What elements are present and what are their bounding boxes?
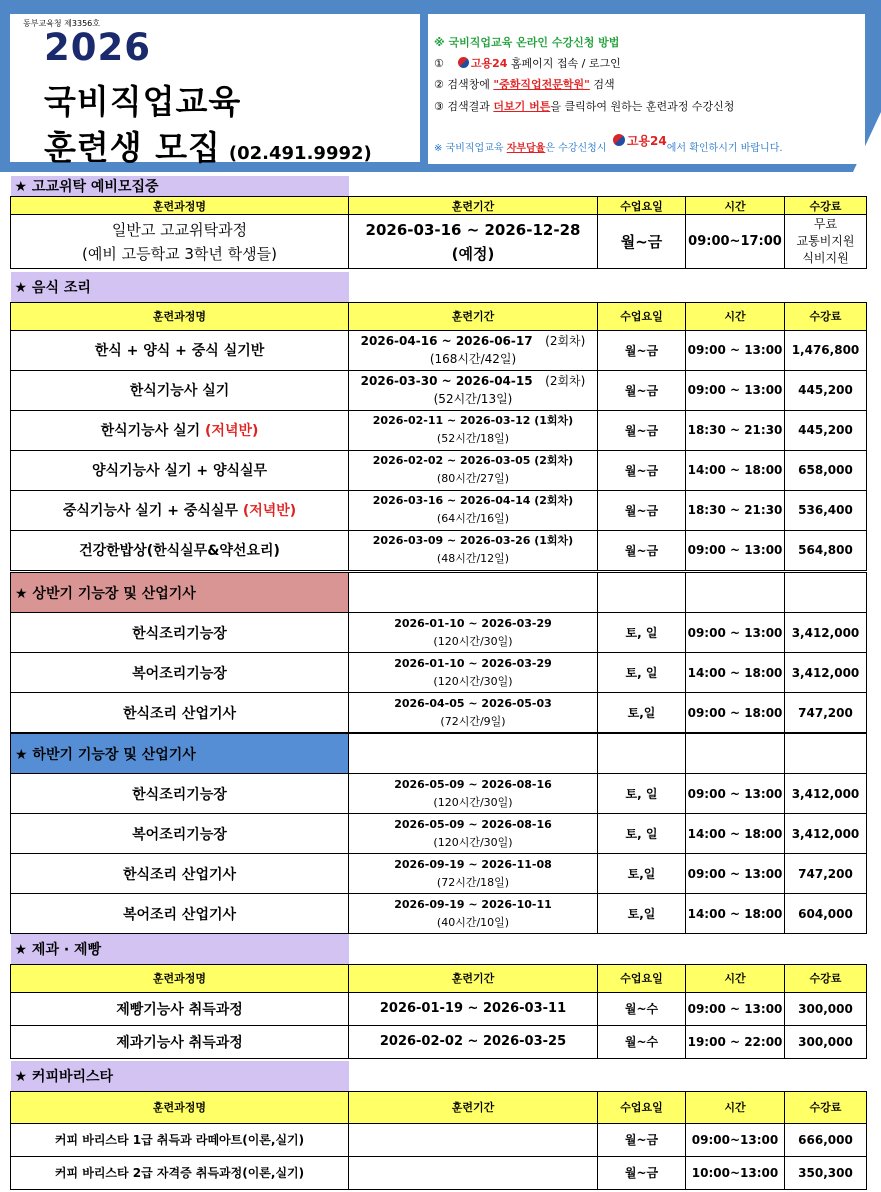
col-header-period: 훈련기간: [349, 964, 598, 992]
course-fee: 666,000: [785, 1123, 867, 1156]
course-name: 복어조리기능장: [11, 814, 349, 854]
section-spacer: [349, 176, 867, 197]
sub-title: [44, 122, 372, 169]
course-days: 월~수: [598, 992, 686, 1025]
period-round: (1회차): [534, 414, 574, 427]
info-step1: [434, 55, 621, 71]
table-row: [11, 693, 867, 733]
course-period: 2026-01-19 ~ 2026-03-11: [349, 992, 598, 1025]
fee-line2: 교통비지원: [796, 234, 855, 248]
col-header-period: 훈련기간: [349, 1091, 598, 1123]
col-header-name: 훈련과정명: [11, 1091, 349, 1123]
period-line1: [349, 412, 597, 430]
period-round: (2회차): [534, 454, 574, 467]
note-pre: ※ 국비직업교육: [434, 143, 507, 154]
course-days: 월~금: [598, 410, 686, 450]
course-fee: 300,000: [785, 1025, 867, 1058]
course-period: [349, 814, 598, 854]
period-dates: 2026-03-16 ~ 2026-12-28: [365, 220, 581, 239]
course-name: [11, 370, 349, 410]
section-spacer: [349, 1061, 867, 1091]
info-step3: [434, 98, 734, 114]
section-title: ★ 제과 · 제빵: [11, 934, 349, 964]
table-row: [11, 992, 867, 1025]
course-name: [11, 530, 349, 570]
course-name: 한식조리 산업기사: [11, 854, 349, 894]
fee-line1: 무료: [813, 217, 838, 231]
course-time: 14:00 ~ 18:00: [686, 653, 785, 693]
period-line1: [349, 492, 597, 510]
period-line1: [349, 532, 597, 550]
year-title: 2026: [44, 26, 151, 69]
course-time: 14:00 ~ 18:00: [686, 814, 785, 854]
period-hours: (120시간/30일): [433, 674, 513, 688]
table-row: [11, 1156, 867, 1189]
course-fee: 300,000: [785, 992, 867, 1025]
step1-num: ①: [434, 57, 444, 70]
table-row: [11, 854, 867, 894]
course-days: 토, 일: [598, 613, 686, 653]
period-line1: [349, 372, 597, 390]
course-period: [349, 613, 598, 653]
note-keyword: 자부담율: [506, 143, 546, 154]
step2-pre: ② 검색창에: [434, 78, 494, 91]
table-row: [11, 530, 867, 570]
course-time: 09:00~13:00: [686, 1123, 785, 1156]
col-header-days: 수업요일: [598, 1091, 686, 1123]
table-row: [11, 613, 867, 653]
period-dates: 2026-09-19 ~ 2026-11-08: [394, 857, 552, 871]
course-fee: 445,200: [785, 370, 867, 410]
period-hours: (120시간/30일): [433, 634, 513, 648]
empty-cell: [686, 734, 785, 774]
course-fee: 536,400: [785, 490, 867, 530]
table-row: [11, 410, 867, 450]
course-days: 월~금: [598, 1156, 686, 1189]
step1-text: 홈페이지 접속 / 로그인: [507, 57, 621, 70]
period-dates: 2026-03-30 ~ 2026-04-15: [360, 374, 533, 388]
table-row: [11, 1025, 867, 1058]
period-hours: (72시간/9일): [440, 714, 506, 728]
course-fee: 350,300: [785, 1156, 867, 1189]
course-period: [349, 1156, 598, 1189]
course-name: [11, 450, 349, 490]
col-header-name: 훈련과정명: [11, 964, 349, 992]
course-days: 토, 일: [598, 653, 686, 693]
course-name-line1: 일반고 고교위탁과정: [111, 220, 248, 239]
section-second-half-table: [10, 733, 867, 934]
course-fee: 564,800: [785, 530, 867, 570]
course-name: [11, 410, 349, 450]
period-round: (2회차): [545, 334, 586, 348]
col-header-name: 훈련과정명: [11, 302, 349, 330]
section-high-school-table: [10, 176, 867, 269]
col-header-time: 시간: [686, 197, 785, 215]
course-fee: 658,000: [785, 450, 867, 490]
phone-number: (02.491.9992): [228, 143, 372, 164]
course-name: 커피 바리스타 2급 자격증 취득과정(이론,실기): [11, 1156, 349, 1189]
course-time: 09:00 ~ 13:00: [686, 330, 785, 370]
table-row: [11, 215, 867, 269]
course-time: 09:00 ~ 13:00: [686, 774, 785, 814]
course-period: [349, 330, 598, 370]
empty-cell: [686, 573, 785, 613]
section-title: ★ 음식 조리: [11, 272, 349, 302]
course-time: 09:00 ~ 13:00: [686, 370, 785, 410]
course-fee: 3,412,000: [785, 814, 867, 854]
table-row: [11, 330, 867, 370]
table-row: [11, 490, 867, 530]
period-dates: 2026-04-16 ~ 2026-06-17: [360, 334, 533, 348]
course-name-text: 양식기능사 실기 + 양식실무: [91, 463, 268, 479]
note-brand-wrap: [613, 134, 667, 148]
course-name-text: 중식기능사 실기 + 중식실무: [62, 503, 243, 519]
course-time: 09:00 ~ 13:00: [686, 854, 785, 894]
course-period: [349, 1123, 598, 1156]
period-hours: (80시간/27일): [436, 472, 510, 485]
course-days: 월~금: [598, 370, 686, 410]
col-header-name: 훈련과정명: [11, 197, 349, 215]
course-time: 14:00 ~ 18:00: [686, 894, 785, 934]
course-fee: 747,200: [785, 693, 867, 733]
course-fee: [785, 215, 867, 269]
course-name-text: 한식 + 양식 + 중식 실기반: [94, 343, 265, 359]
notice-number: 동부교육청 제3356호: [23, 19, 100, 28]
period-hours: (48시간/12일): [436, 552, 510, 565]
course-period: [349, 530, 598, 570]
course-fee: 3,412,000: [785, 774, 867, 814]
course-name: 한식조리기능장: [11, 613, 349, 653]
goyong24-logo-icon: [613, 134, 625, 146]
section-title: ★ 하반기 기능장 및 산업기사: [11, 734, 349, 774]
course-name: [11, 330, 349, 370]
course-days: 월~금: [598, 450, 686, 490]
period-round: (2회차): [545, 374, 586, 388]
course-name: 복어조리기능장: [11, 653, 349, 693]
step3-post: 을 클릭하여 원하는 훈련과정 수강신청: [550, 100, 735, 113]
period-line1: [349, 452, 597, 470]
period-hours: (64시간/16일): [436, 512, 510, 525]
course-days: 월~금: [598, 330, 686, 370]
course-name: [11, 215, 349, 269]
period-hours: (52시간/13일): [433, 392, 513, 406]
period-round: (1회차): [534, 534, 574, 547]
course-name-text: 한식기능사 실기: [129, 383, 230, 399]
period-hours: (120시간/30일): [433, 835, 513, 849]
course-period: [349, 450, 598, 490]
col-header-time: 시간: [686, 302, 785, 330]
section-title: ★ 커피바리스타: [11, 1061, 349, 1091]
course-name: 커피 바리스타 1급 취득과 라떼아트(이론,실기): [11, 1123, 349, 1156]
course-period: [349, 215, 598, 269]
table-row: [11, 370, 867, 410]
section-spacer: [349, 272, 867, 302]
course-period: 2026-02-02 ~ 2026-03-25: [349, 1025, 598, 1058]
step3-pre: ③ 검색결과: [434, 100, 494, 113]
course-fee: 604,000: [785, 894, 867, 934]
course-time: 10:00~13:00: [686, 1156, 785, 1189]
section-title: ★ 상반기 기능장 및 산업기사: [11, 573, 349, 613]
sub-title-text: 훈련생 모집: [44, 128, 221, 167]
info-heading: ※ 국비직업교육 온라인 수강신청 방법: [434, 36, 620, 49]
col-header-period: 훈련기간: [349, 197, 598, 215]
col-header-fee: 수강료: [785, 964, 867, 992]
course-period: [349, 894, 598, 934]
course-days: 월~금: [598, 215, 686, 269]
fee-line3: 식비지원: [802, 251, 849, 265]
course-time: 14:00 ~ 18:00: [686, 450, 785, 490]
col-header-fee: 수강료: [785, 302, 867, 330]
period-dates: 2026-09-19 ~ 2026-10-11: [394, 897, 552, 911]
period-dates: 2026-03-09 ~ 2026-03-26: [372, 534, 531, 547]
course-name-text: 한식기능사 실기: [100, 423, 206, 439]
table-row: [11, 774, 867, 814]
empty-cell: [785, 734, 867, 774]
title-box: [10, 14, 420, 167]
goyong24-brand: 고용24: [470, 57, 508, 70]
course-time: 09:00 ~ 13:00: [686, 992, 785, 1025]
period-dates: 2026-04-05 ~ 2026-05-03: [394, 696, 552, 710]
step3-keyword: 더보기 버튼: [493, 100, 551, 113]
course-fee: 747,200: [785, 854, 867, 894]
empty-cell: [349, 734, 598, 774]
col-header-fee: 수강료: [785, 1091, 867, 1123]
col-header-time: 시간: [686, 964, 785, 992]
period-hours: (52시간/18일): [436, 432, 510, 445]
course-name: 제과기능사 취득과정: [11, 1025, 349, 1058]
course-days: 월~수: [598, 1025, 686, 1058]
course-period: [349, 410, 598, 450]
course-name: 복어조리 산업기사: [11, 894, 349, 934]
col-header-days: 수업요일: [598, 302, 686, 330]
empty-cell: [785, 573, 867, 613]
empty-cell: [598, 734, 686, 774]
course-name-text: 건강한밥상(한식실무&약선요리): [79, 543, 280, 559]
period-note: (예정): [451, 244, 495, 263]
course-period: [349, 653, 598, 693]
col-header-days: 수업요일: [598, 197, 686, 215]
course-period: [349, 854, 598, 894]
course-time: 18:30 ~ 21:30: [686, 490, 785, 530]
course-days: 토, 일: [598, 774, 686, 814]
section-bakery-table: [10, 934, 867, 1059]
period-round: (2회차): [534, 494, 574, 507]
course-name: [11, 490, 349, 530]
note-mid: 은 수강신청시: [545, 143, 607, 154]
course-time: 09:00~17:00: [686, 215, 785, 269]
col-header-time: 시간: [686, 1091, 785, 1123]
course-time: 09:00 ~ 18:00: [686, 693, 785, 733]
period-hours: (120시간/30일): [433, 795, 513, 809]
period-dates: 2026-01-10 ~ 2026-03-29: [394, 656, 552, 670]
course-name: 한식조리기능장: [11, 774, 349, 814]
period-dates: 2026-05-09 ~ 2026-08-16: [394, 777, 552, 791]
step2-keyword: "중화직업전문학원": [493, 78, 590, 91]
period-hours: (40시간/10일): [436, 915, 510, 929]
course-period: [349, 774, 598, 814]
course-fee: 1,476,800: [785, 330, 867, 370]
course-days: 토,일: [598, 854, 686, 894]
header-banner: [0, 0, 881, 172]
info-note: [434, 134, 783, 155]
note-post: 에서 확인하시기 바랍니다.: [666, 143, 783, 154]
course-time: 18:30 ~ 21:30: [686, 410, 785, 450]
col-header-period: 훈련기간: [349, 302, 598, 330]
course-name: 한식조리 산업기사: [11, 693, 349, 733]
period-dates: 2026-02-11 ~ 2026-03-12: [372, 414, 531, 427]
goyong24-logo-icon: [458, 57, 469, 68]
col-header-days: 수업요일: [598, 964, 686, 992]
info-box: [428, 14, 865, 164]
note-brand: 고용24: [626, 134, 667, 148]
course-name: 제빵기능사 취득과정: [11, 992, 349, 1025]
course-days: 토,일: [598, 894, 686, 934]
course-days: 토, 일: [598, 814, 686, 854]
course-time: 19:00 ~ 22:00: [686, 1025, 785, 1058]
course-name-highlight: (저녁반): [205, 423, 259, 439]
course-period: [349, 370, 598, 410]
table-row: [11, 814, 867, 854]
period-dates: 2026-03-16 ~ 2026-04-14: [372, 494, 531, 507]
main-title: 국비직업교육: [44, 82, 242, 121]
course-period: [349, 490, 598, 530]
table-row: [11, 653, 867, 693]
section-barista-table: [10, 1061, 867, 1190]
course-days: 월~금: [598, 1123, 686, 1156]
empty-cell: [598, 573, 686, 613]
course-time: 09:00 ~ 13:00: [686, 613, 785, 653]
table-row: [11, 450, 867, 490]
course-days: 월~금: [598, 530, 686, 570]
period-line1: [349, 332, 597, 350]
section-first-half-table: [10, 572, 867, 733]
period-hours: (72시간/18일): [436, 875, 510, 889]
empty-cell: [349, 573, 598, 613]
course-fee: 3,412,000: [785, 613, 867, 653]
course-fee: 3,412,000: [785, 653, 867, 693]
col-header-fee: 수강료: [785, 197, 867, 215]
info-step2: [434, 76, 615, 92]
course-fee: 445,200: [785, 410, 867, 450]
course-period: [349, 693, 598, 733]
table-row: [11, 894, 867, 934]
section-cooking-table: [10, 272, 867, 571]
table-row: [11, 1123, 867, 1156]
period-dates: 2026-01-10 ~ 2026-03-29: [394, 616, 552, 630]
course-days: 월~금: [598, 490, 686, 530]
section-spacer: [349, 934, 867, 964]
course-days: 토,일: [598, 693, 686, 733]
course-time: 09:00 ~ 13:00: [686, 530, 785, 570]
period-dates: 2026-02-02 ~ 2026-03-05: [372, 454, 531, 467]
period-hours: (168시간/42일): [429, 352, 517, 366]
course-name-highlight: (저녁반): [242, 503, 297, 519]
course-name-line2: (예비 고등학교 3학년 학생들): [82, 244, 277, 263]
step2-post: 검색: [589, 78, 615, 91]
section-title: ★ 고교위탁 예비모집중: [11, 176, 349, 197]
period-dates: 2026-05-09 ~ 2026-08-16: [394, 817, 552, 831]
